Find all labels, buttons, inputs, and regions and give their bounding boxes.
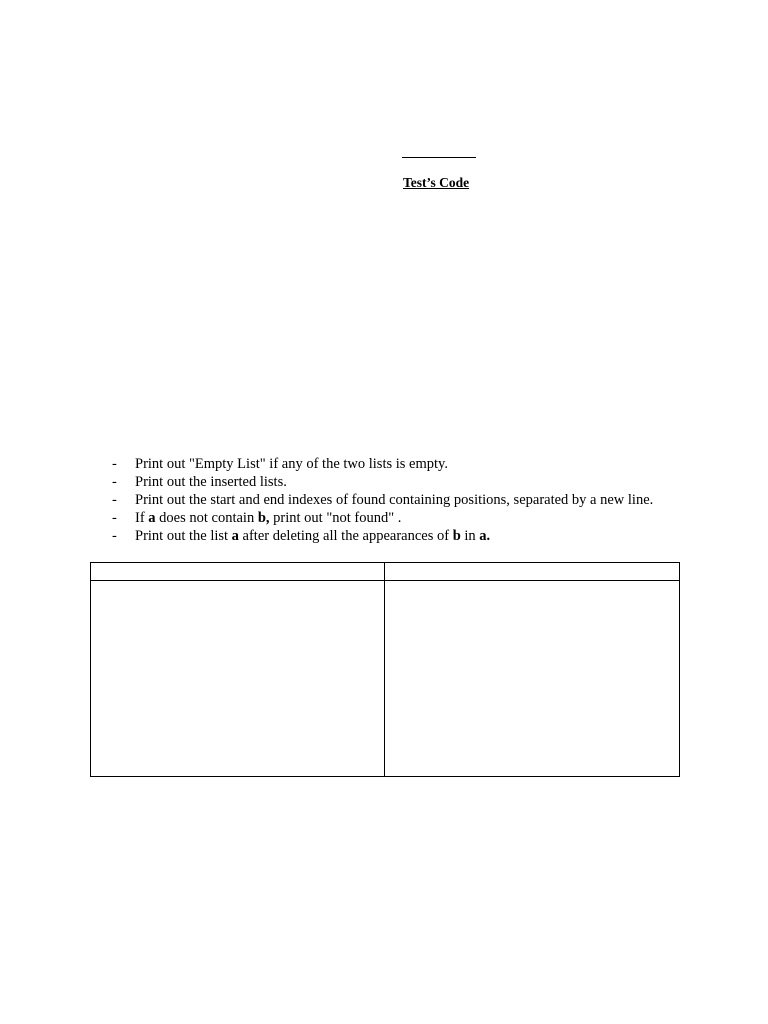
- bullet-dash: -: [112, 456, 117, 472]
- table-header-cell-output: [385, 563, 680, 581]
- requirement-emphasis: a.: [479, 528, 491, 544]
- table-cell-input: [91, 581, 385, 777]
- requirement-text: Print out the list: [135, 528, 232, 544]
- table-header-cell-input: [91, 563, 385, 581]
- bullet-dash: -: [112, 510, 117, 526]
- requirement-text: after deleting all the appearances of: [238, 528, 453, 544]
- requirement-text: does not contain: [155, 510, 258, 526]
- table-cell-output: [385, 581, 680, 777]
- requirement-item: [110, 491, 653, 509]
- requirement-text: Print out the inserted lists.: [135, 474, 287, 490]
- requirement-text: Print out the start and end indexes of found containing positions, separated by a new line.: [135, 492, 654, 508]
- requirement-item: [110, 509, 653, 527]
- requirement-emphasis: a: [231, 528, 239, 544]
- requirement-emphasis: a: [148, 510, 156, 526]
- requirement-item: [110, 455, 653, 473]
- table-header-row: [91, 563, 680, 581]
- bullet-dash: -: [112, 528, 117, 544]
- bullet-dash: -: [112, 474, 117, 490]
- requirement-item: [110, 527, 653, 545]
- header-rule: [402, 157, 476, 158]
- input-output-table: [90, 562, 680, 777]
- bullet-dash: -: [112, 492, 117, 508]
- table-row: [91, 581, 680, 777]
- requirement-item: [110, 473, 653, 491]
- requirements-list: [110, 455, 653, 545]
- requirement-text: in: [460, 528, 480, 544]
- requirement-text: print out "not found" .: [269, 510, 402, 526]
- requirement-text: Print out "Empty List" if any of the two lists is empty.: [135, 456, 448, 472]
- requirement-emphasis: b,: [257, 510, 270, 526]
- requirement-emphasis: b: [452, 528, 461, 544]
- tests-code-heading: Test’s Code: [403, 175, 470, 190]
- requirement-text: If: [135, 510, 149, 526]
